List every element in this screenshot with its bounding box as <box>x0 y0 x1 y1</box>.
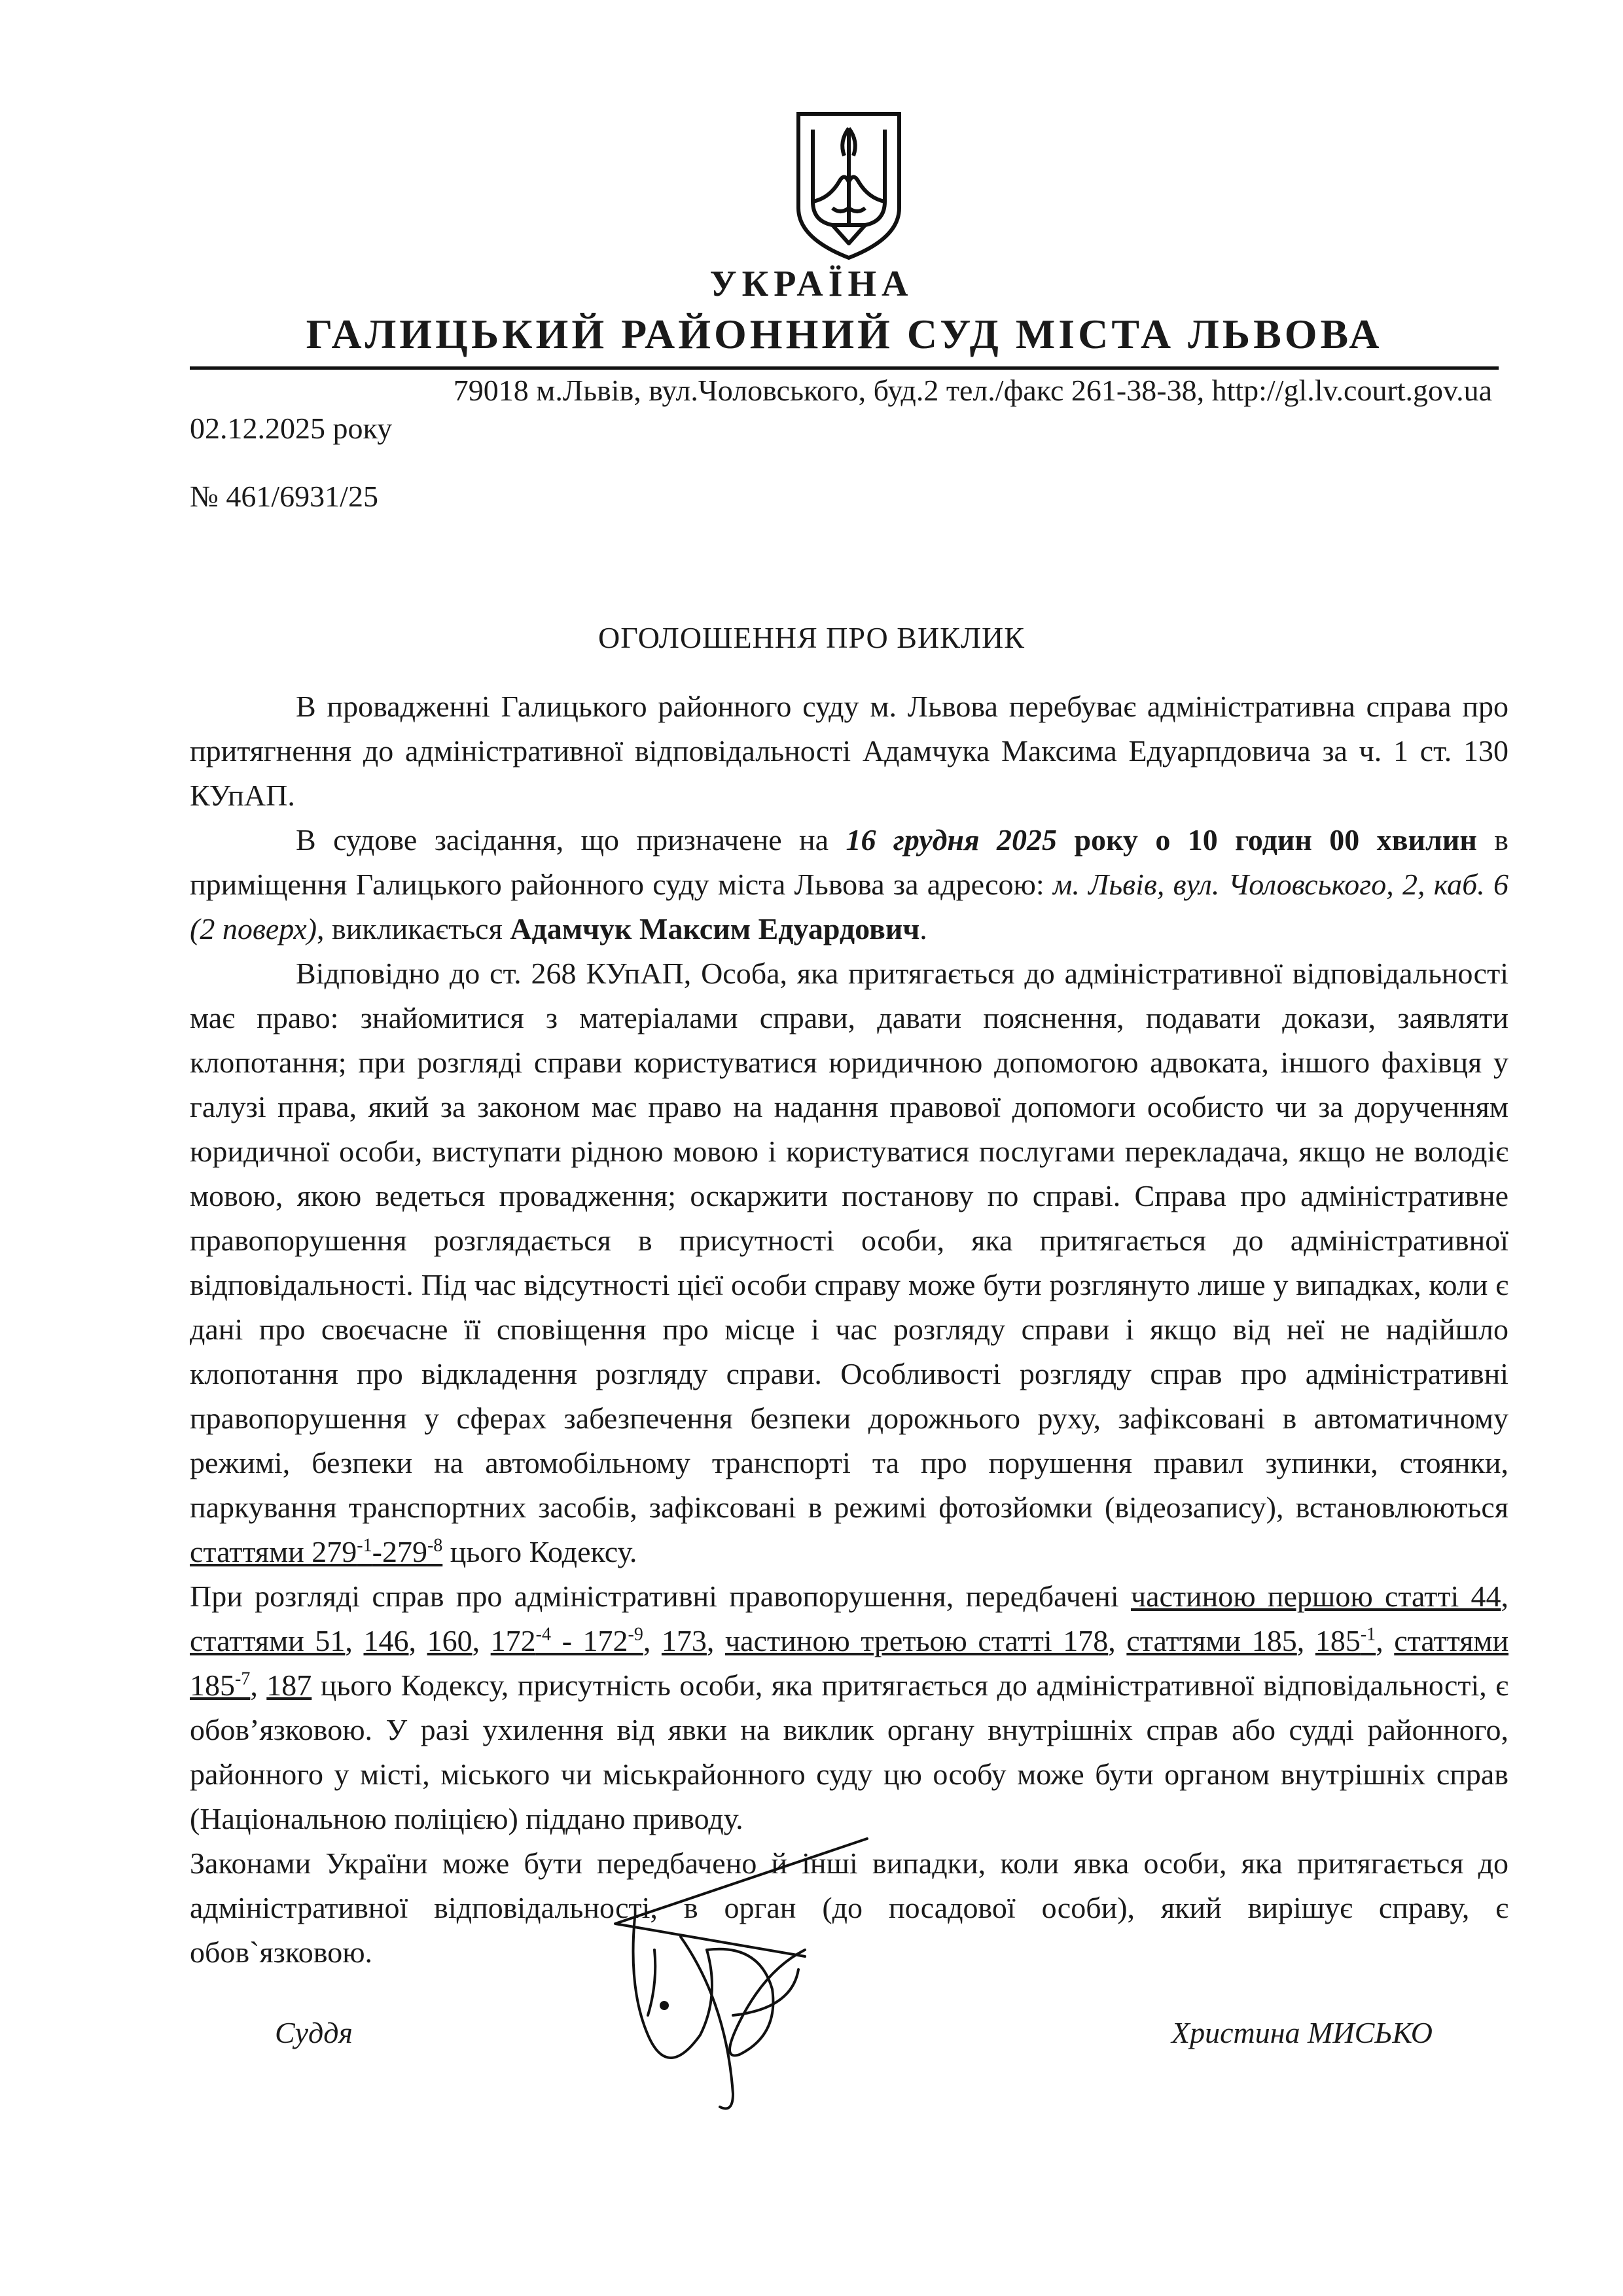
document-title: ОГОЛОШЕННЯ ПРО ВИКЛИК <box>598 621 1025 654</box>
paragraph-case: В провадженні Галицького районного суду м. Львова перебуває адміністративна справа про притягнення до адміністративної відповідальності Адамчука Максима Едуарпдовича за ч. 1 ст. 130 КУпАП. <box>190 690 1508 812</box>
separator: , <box>345 1624 364 1657</box>
handwritten-signature <box>609 1819 883 2127</box>
case-number: № 461/6931/25 <box>190 480 378 513</box>
hearing-time: року о 10 годин 00 хвилин <box>1057 823 1477 857</box>
law-article-link[interactable]: 173 <box>661 1624 707 1657</box>
rights-text: цього Кодексу. <box>442 1535 637 1568</box>
law-article-link[interactable]: частиною першою статті 44 <box>1130 1580 1501 1613</box>
law-article-link[interactable]: частиною третьою статті 178 <box>725 1624 1109 1657</box>
hearing-text: в приміщення Галицького районного суду міста Львова за адресою: <box>190 823 1508 901</box>
judge-role: Суддя <box>275 2016 353 2049</box>
hearing-text: В судове засідання, що призначене на <box>296 823 846 857</box>
paragraph-rights <box>190 951 1508 1574</box>
rights-text: Відповідно до ст. 268 КУпАП, Особа, яка притягається до адміністративної відповідальності має право: знайомитися з матеріалами справи, давати пояснення, подавати докази, заявляти клопотання; при розгляді справи користуватися юридичною допомогою адвоката, іншого фахівця у галузі права, який за законом має право на надання правової допомоги особисто чи за дорученням юридичної особи, виступати рідною мовою і користуватися послугами перекладача, якщо не володіє мовою, якою ведеться провадження; оскаржити постанову по справі. Справа про адміністративне правопорушення розглядається в присутності особи, яка притягається до адміністративної відповідальності. Під час відсутності цієї особи справу може бути розглянуто лише у випадках, коли є дані про своєчасне її сповіщення про місце і час розгляду справи і якщо від неї не надійшло клопотання про відкладення розгляду справи. Особливості розгляду справ про адміністративні правопорушення у сферах забезпечення безпеки дорожнього руху, зафіксовані в автоматичному режимі, безпеки на автомобільному транспорті та про порушення правил зупинки, стоянки, паркування транспортних засобів, зафіксовані в режимі фотозйомки (відеозапису), встановлюються <box>190 957 1508 1524</box>
document-date: 02.12.2025 року <box>190 412 393 445</box>
link-text: 172 <box>490 1624 536 1657</box>
separator: , <box>408 1624 427 1657</box>
law-article-link[interactable]: статтями 51 <box>190 1624 346 1657</box>
hearing-text: . <box>919 912 927 945</box>
separator: , <box>643 1624 662 1657</box>
hearing-text: , викликається <box>317 912 510 945</box>
document-body <box>190 684 1508 1975</box>
separator: , <box>472 1624 491 1657</box>
mandatory-text: цього Кодексу, присутність особи, яка притягається до адміністративної відповідальності, є обов’язковою. У разі ухилення від явки на виклик органу внутрішніх справ або судді районного, районного у місті, міського чи міськрайонного суду цю особу може бути органом внутрішніх справ (Національною поліцією) піддано приводу. <box>190 1669 1508 1835</box>
paragraph-other-cases: Законами України може бути передбачено й інші випадки, коли явка особи, яка притягається до адміністративної відповідальності, в орган (до посадової особи), який вирішує справу, є обов`язковою. <box>190 1846 1508 1969</box>
separator: , <box>1296 1624 1315 1657</box>
link-text: статтями 279 <box>190 1535 357 1568</box>
court-address: 79018 м.Львів, вул.Чоловського, буд.2 тел./факс 261-38-38, http://gl.lv.court.gov.ua <box>453 374 1492 407</box>
law-article-link[interactable] <box>190 1535 442 1568</box>
summoned-person: Адамчук Максим Едуардович <box>510 912 920 945</box>
separator: , <box>1108 1624 1127 1657</box>
superscript: -1 <box>357 1535 372 1556</box>
separator: , <box>1501 1580 1508 1613</box>
superscript: -1 <box>1360 1624 1376 1645</box>
superscript: -4 <box>535 1624 551 1645</box>
separator: , <box>706 1624 726 1657</box>
link-text: - 172 <box>551 1624 628 1657</box>
law-article-link[interactable] <box>491 1624 643 1657</box>
paragraph-mandatory <box>190 1574 1508 1841</box>
link-text: статтями 185 <box>190 1624 1509 1702</box>
superscript: -9 <box>628 1624 643 1645</box>
link-text: 185 <box>1315 1624 1361 1657</box>
country-heading: УКРАЇНА <box>709 264 914 304</box>
hearing-date: 16 грудня 2025 <box>846 823 1058 857</box>
law-article-link[interactable]: статтями 185 <box>1126 1624 1297 1657</box>
link-text: -279 <box>372 1535 427 1568</box>
superscript: -8 <box>427 1535 443 1556</box>
paragraph-hearing <box>190 818 1508 951</box>
header-divider <box>190 366 1499 370</box>
mandatory-text: При розгляді справ про адміністративні правопорушення, передбачені <box>190 1580 1131 1613</box>
superscript: -7 <box>235 1669 251 1689</box>
law-article-link[interactable]: 160 <box>427 1624 473 1657</box>
law-article-link[interactable] <box>1315 1624 1376 1657</box>
judge-name: Христина МИСЬКО <box>1171 2016 1433 2049</box>
law-article-link[interactable]: 187 <box>266 1669 312 1702</box>
separator: , <box>1376 1624 1395 1657</box>
separator: , <box>250 1669 267 1702</box>
hearing-address: м. Львів, вул. Чоловського, 2, каб. 6 (2 поверх) <box>190 868 1508 945</box>
court-name-heading: ГАЛИЦЬКИЙ РАЙОННИЙ СУД МІСТА ЛЬВОВА <box>306 311 1383 357</box>
coat-of-arms-icon <box>793 110 904 262</box>
law-article-link[interactable]: 146 <box>363 1624 409 1657</box>
